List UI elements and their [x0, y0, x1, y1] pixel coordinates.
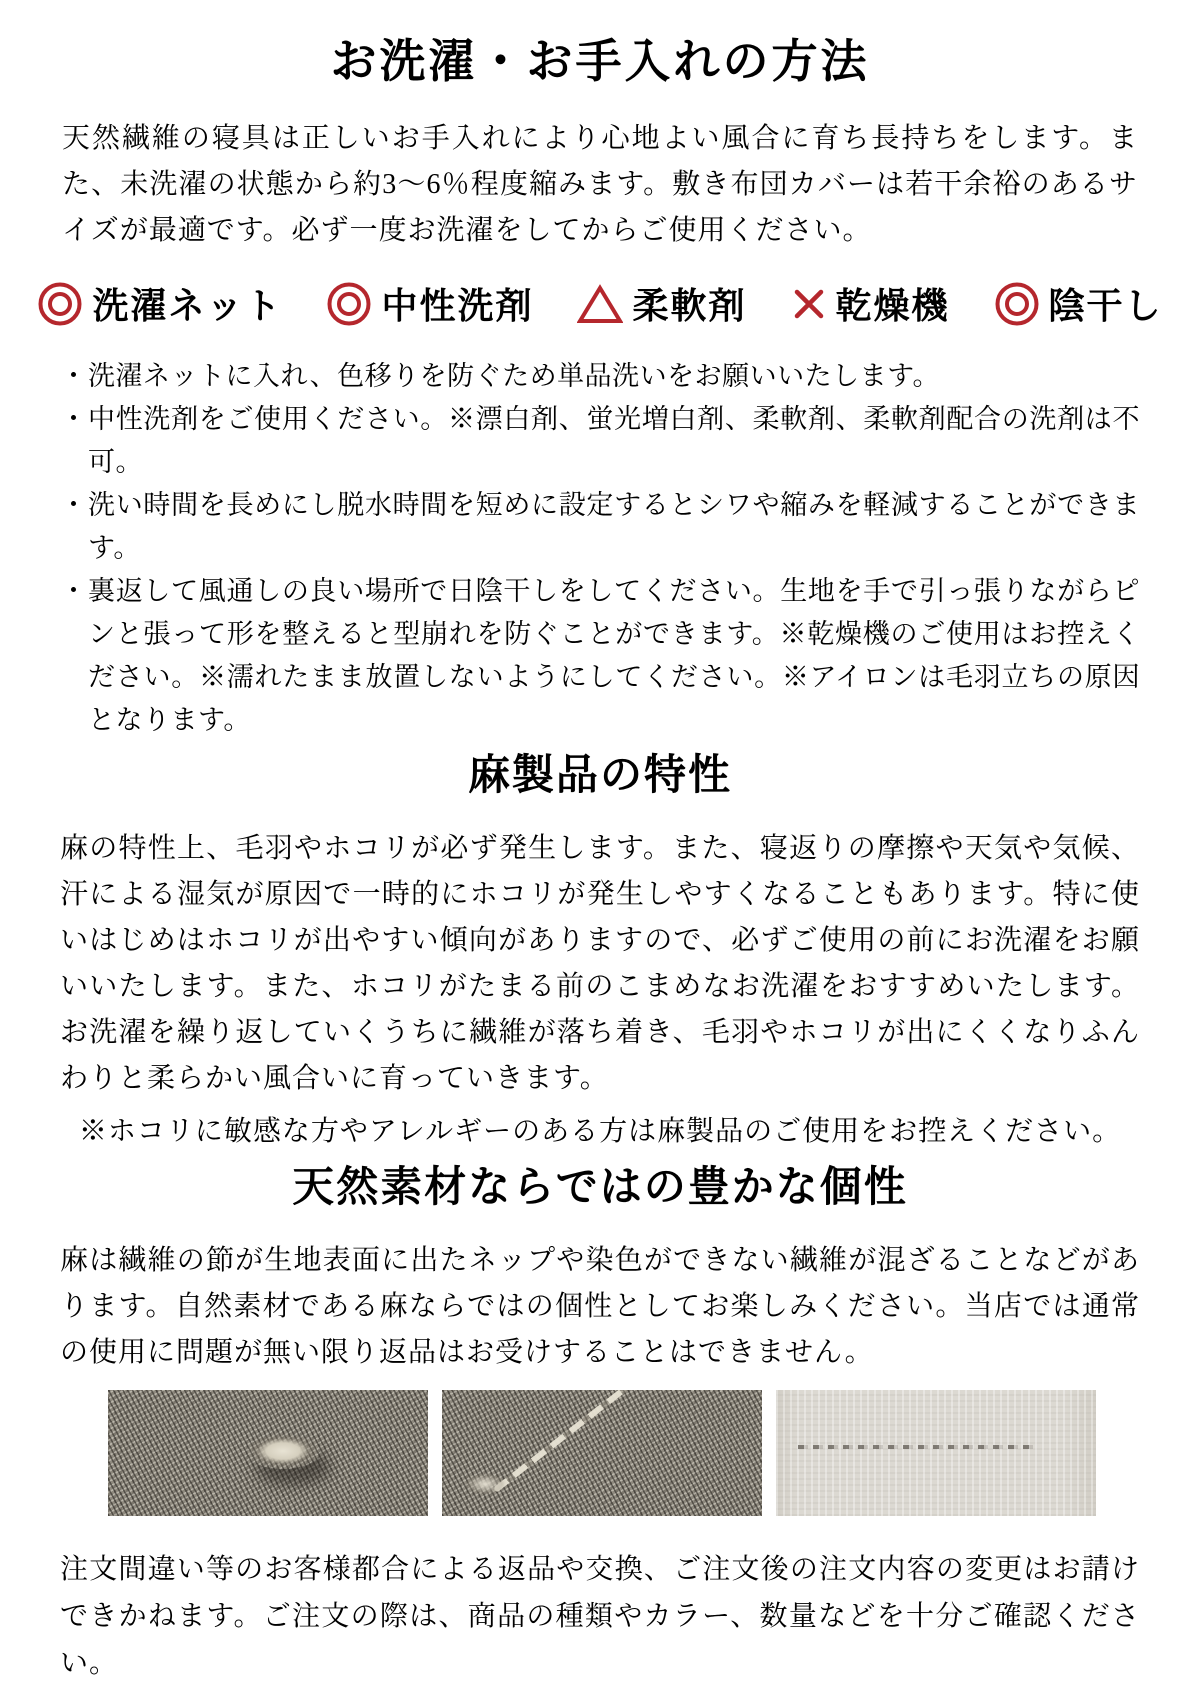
- care-note-text: 裏返して風通しの良い場所で日陰干しをしてください。生地を手で引っ張りながらピンと張って形を整えると型崩れを防ぐことができます。※乾燥機のご使用はお控えください。※濡れたまま放置しないようにしてください。※アイロンは毛羽立ちの原因となります。: [88, 576, 1140, 735]
- care-note-item: [60, 484, 1140, 570]
- section-heading-natural: 天然素材ならではの豊かな個性: [292, 1165, 908, 1211]
- fabric-samples-row: [108, 1390, 1200, 1516]
- page-title: お洗濯・お手入れの方法: [330, 36, 870, 87]
- triangle-icon: [577, 283, 623, 325]
- section-heading-hemp: 麻製品の特性: [467, 753, 732, 799]
- care-notes-list: [60, 355, 1140, 742]
- hemp-paragraph: 麻の特性上、毛羽やホコリが必ず発生します。また、寝返りの摩擦や天気や気候、汗による湿気が原因で一時的にホコリが発生しやすくなることもあります。特に使いはじめはホコリが出やすい傾向がありますので、必ずご使用の前にお洗濯をお願いいたします。また、ホコリがたまる前のこまめなお洗濯をおすすめいたします。お洗濯を繰り返していくうちに繊維が落ち着き、毛羽やホコリが出にくくなりふんわりと柔らかい風合いに育っていきます。: [60, 833, 1140, 1094]
- fabric-sample-nep-1: [108, 1390, 428, 1516]
- care-note-item: [60, 570, 1140, 742]
- double-circle-icon: [37, 281, 83, 327]
- care-symbol-softener: [577, 278, 746, 329]
- fabric-sample-nep-2: [442, 1390, 762, 1516]
- cross-icon: [791, 286, 827, 322]
- care-symbol-laundry-net: [37, 278, 282, 329]
- hemp-allergy-note: ※ホコリに敏感な方やアレルギーのある方は麻製品のご使用をお控えください。: [78, 1116, 1122, 1147]
- care-note-text: 中性洗剤をご使用ください。※漂白剤、蛍光増白剤、柔軟剤、柔軟剤配合の洗剤は不可。: [88, 404, 1140, 477]
- care-note-item: [60, 355, 1140, 398]
- care-note-item: [60, 398, 1140, 484]
- care-note-text: 洗濯ネットに入れ、色移りを防ぐため単品洗いをお願いいたします。: [88, 361, 940, 391]
- natural-paragraph: 麻は繊維の節が生地表面に出たネップや染色ができない繊維が混ざることなどがあります。自然素材である麻ならではの個性としてお楽しみください。当店では通常の使用に問題が無い限り返品はお受けすることはできません。: [60, 1245, 1140, 1368]
- care-symbol-shade-drying: [994, 278, 1163, 329]
- care-note-text: 洗い時間を長めにし脱水時間を短めに設定するとシワや縮みを軽減することができます。: [88, 490, 1140, 563]
- bullet-marker: ・: [60, 361, 88, 391]
- bullet-marker: ・: [60, 576, 88, 606]
- care-symbols-row: [0, 278, 1200, 329]
- bullet-marker: ・: [60, 490, 88, 520]
- double-circle-icon: [326, 281, 372, 327]
- care-symbol-neutral-detergent: [326, 278, 533, 329]
- care-instructions-page: [0, 34, 1200, 1679]
- intro-paragraph: 天然繊維の寝具は正しいお手入れにより心地よい風合に育ち長持ちをします。また、未洗濯の状態から約3〜6％程度縮みます。敷き布団カバーは若干余裕のあるサイズが最適です。必ず一度お洗濯をしてからご使用ください。: [62, 123, 1138, 246]
- bullet-marker: ・: [60, 404, 88, 434]
- care-symbol-label: 中性洗剤: [381, 286, 534, 326]
- fabric-sample-undyed-fiber: [776, 1390, 1096, 1516]
- footer-paragraph: 注文間違い等のお客様都合による返品や交換、ご注文後の注文内容の変更はお請けできかねます。ご注文の際は、商品の種類やカラー、数量などを十分ご確認ください。: [60, 1554, 1140, 1679]
- care-symbol-label: 陰干し: [1048, 286, 1163, 326]
- care-symbol-dryer: [791, 278, 950, 329]
- care-symbol-label: 洗濯ネット: [92, 286, 283, 326]
- care-symbol-label: 柔軟剤: [632, 286, 747, 326]
- double-circle-icon: [994, 281, 1040, 327]
- care-symbol-label: 乾燥機: [835, 286, 950, 326]
